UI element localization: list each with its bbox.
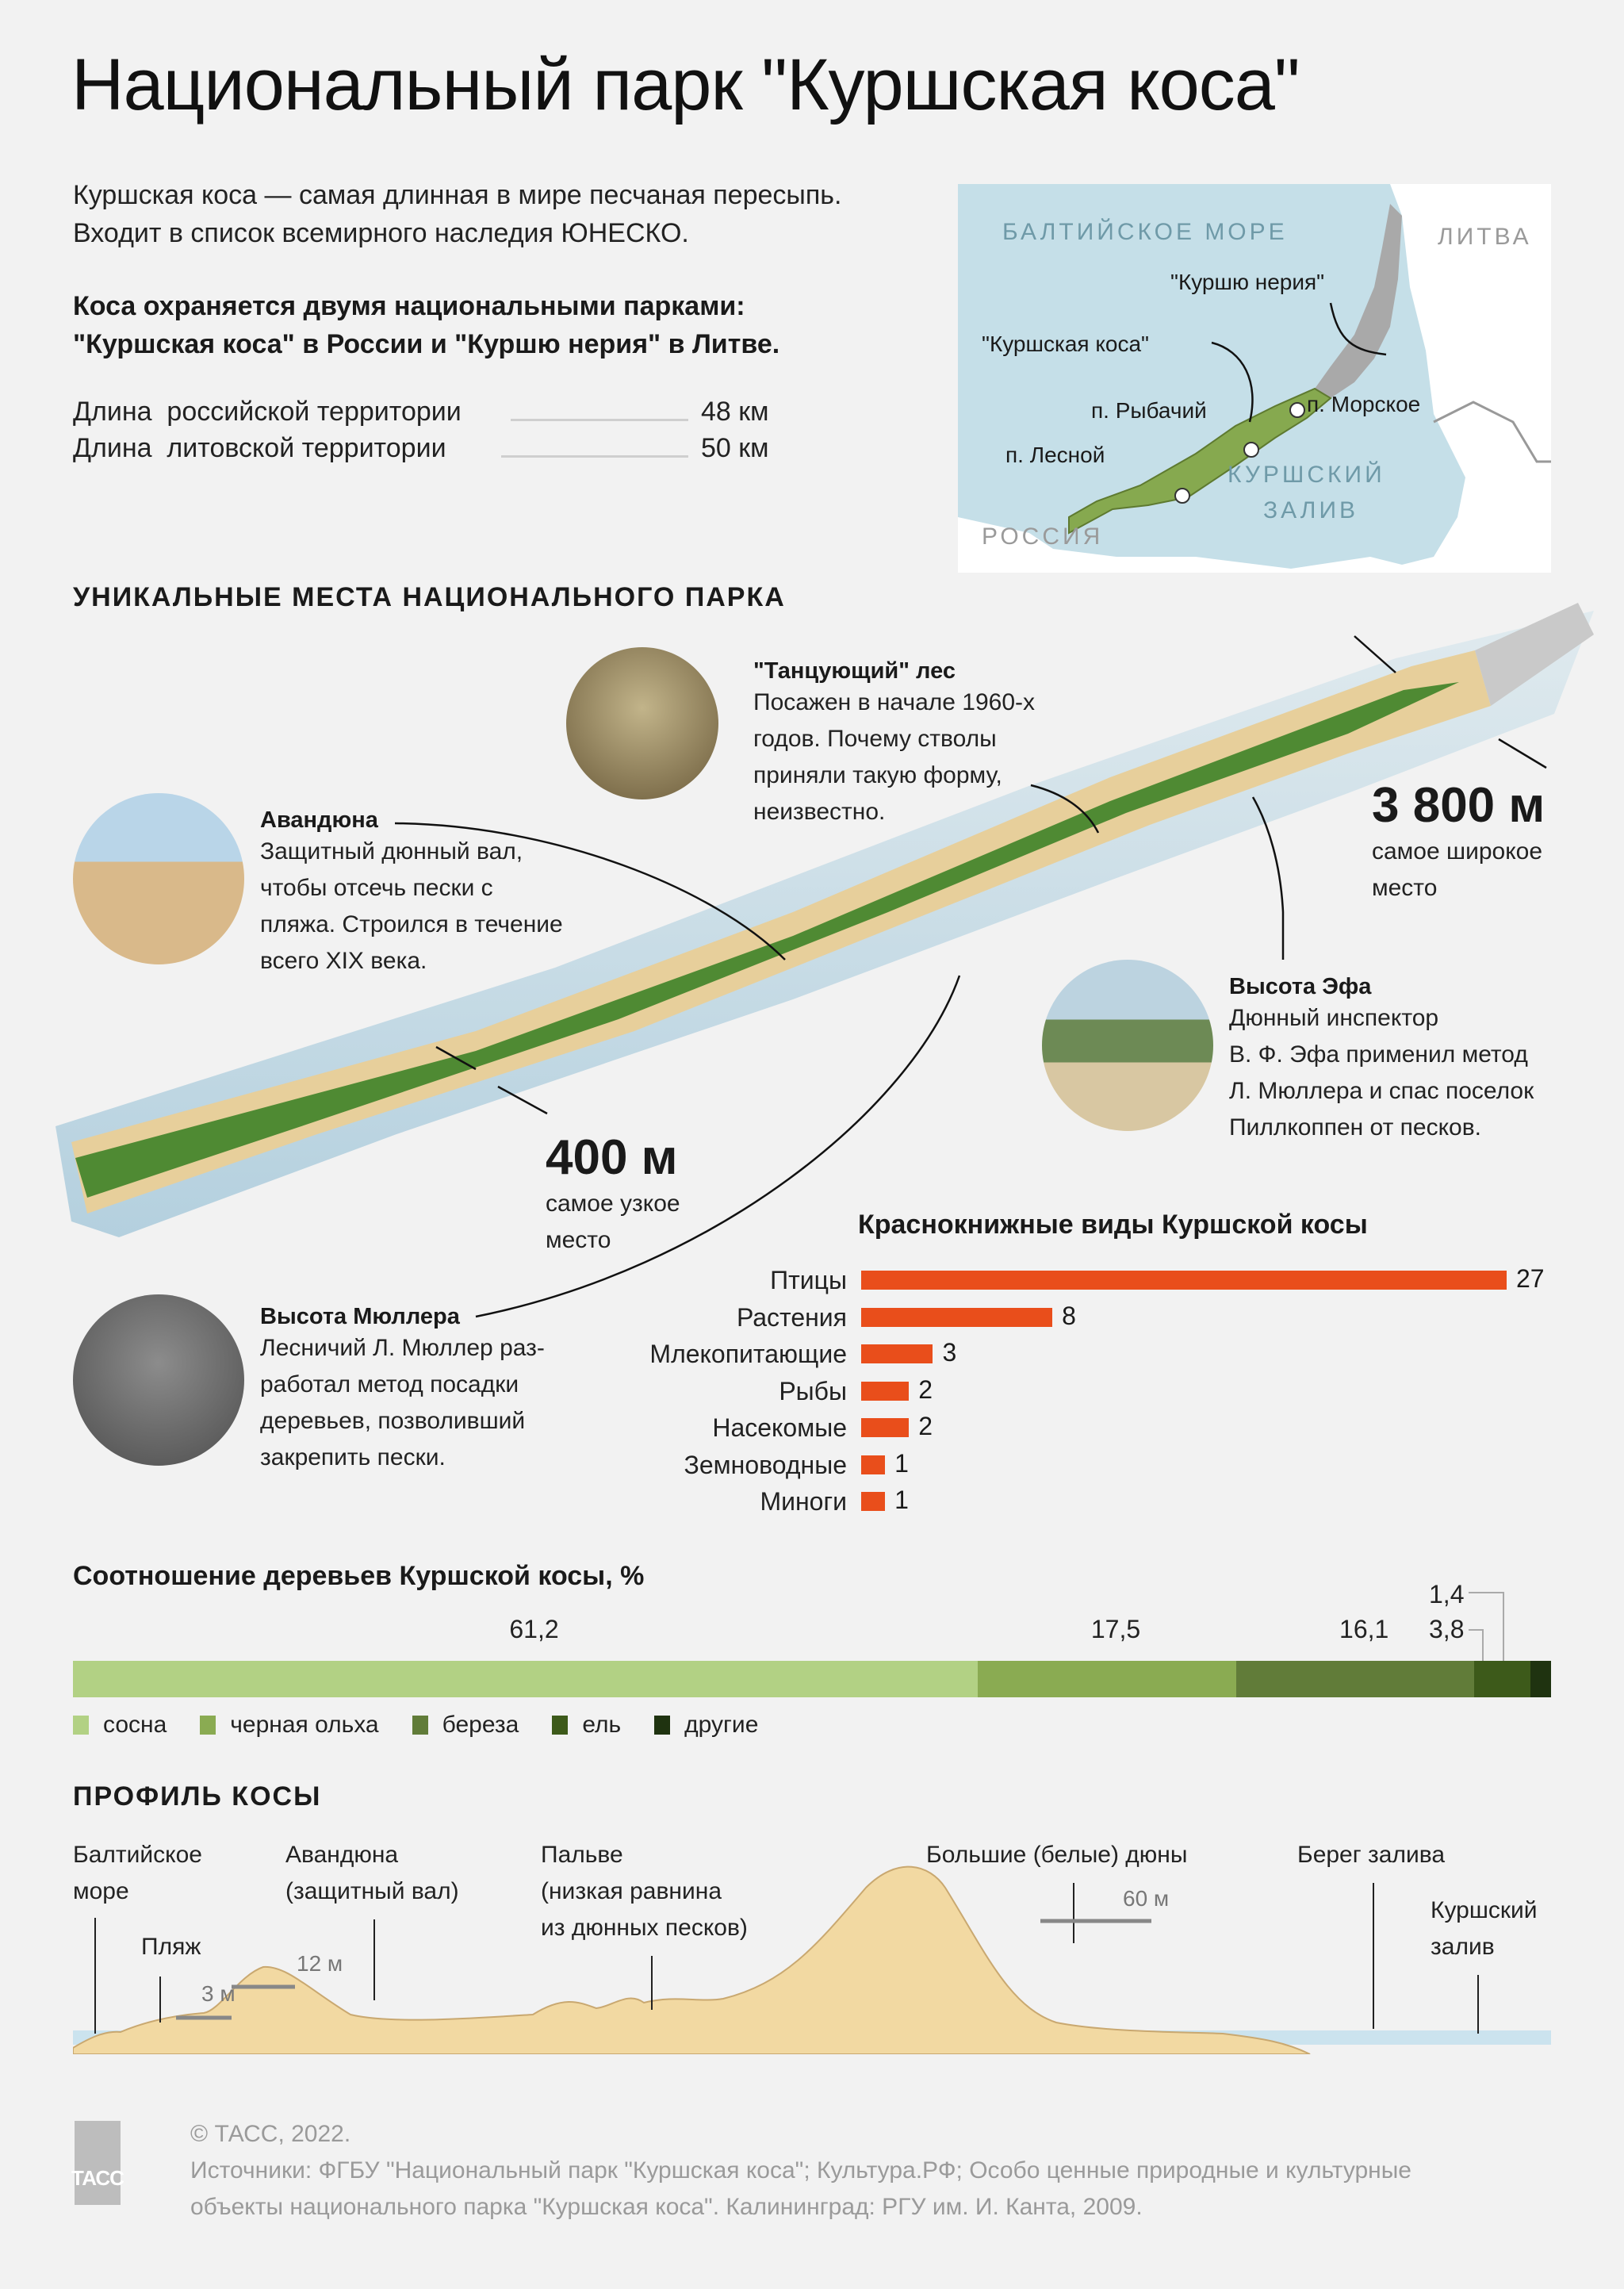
- trees-chart-title: Соотношение деревьев Куршской косы, %: [73, 1561, 645, 1591]
- intro-bold-line: Коса охраняется двумя национальными парками:: [73, 291, 745, 321]
- label-line: из дюнных песков): [541, 1915, 748, 1941]
- redbook-value-label: 1: [894, 1448, 909, 1478]
- annotation-line: Лесничий Л. Мюллер раз-: [260, 1335, 545, 1361]
- map-label-village: п. Рыбачий: [1091, 398, 1207, 423]
- annotation-title: Авандюна: [260, 807, 378, 833]
- label-line: залив: [1431, 1934, 1495, 1960]
- annotation-title: "Танцующий" лес: [753, 658, 956, 684]
- leader-line: [1469, 1630, 1483, 1661]
- height-label-avandune: 12 м: [297, 1951, 343, 1976]
- trees-value-label: 1,4: [1429, 1580, 1465, 1608]
- annotation-title: Высота Эфа: [1229, 974, 1372, 999]
- map-label-sea: БАЛТИЙСКОЕ МОРЕ: [1002, 219, 1288, 245]
- label-line: (низкая равнина: [541, 1878, 722, 1904]
- height-label-dunes: 60 м: [1123, 1886, 1170, 1911]
- label-line: Авандюна: [285, 1842, 399, 1868]
- redbook-chart-title: Краснокнижные виды Куршской косы: [858, 1210, 1368, 1240]
- map-label-park-ru: "Куршская коса": [982, 332, 1149, 356]
- annotation-line: неизвестно.: [753, 799, 886, 825]
- trees-value-label: 61,2: [509, 1615, 559, 1643]
- widest-caption: самое широкое: [1372, 838, 1543, 865]
- profile-label-lagoon: [1431, 1892, 1538, 1965]
- label-line: Балтийское: [73, 1842, 202, 1868]
- redbook-category-label: Насекомые: [712, 1413, 847, 1442]
- annotation-line: годов. Почему стволы: [753, 726, 997, 752]
- label-line: (защитный вал): [285, 1878, 459, 1904]
- length-value: 48 км: [701, 397, 769, 427]
- annotation-line: деревьев, позволивший: [260, 1408, 526, 1434]
- map-label-lithuania: ЛИТВА: [1438, 224, 1532, 250]
- profile-label-beach: Пляж: [141, 1934, 201, 1960]
- annotation-title: Высота Мюллера: [260, 1304, 460, 1329]
- label-line: Пальве: [541, 1842, 623, 1868]
- redbook-category-label: Земноводные: [684, 1450, 847, 1479]
- map-label-lagoon: ЗАЛИВ: [1263, 497, 1359, 523]
- widest-caption: место: [1372, 875, 1438, 901]
- annotation-line: всего XIX века.: [260, 948, 427, 974]
- profile-label-palve: [541, 1837, 748, 1946]
- legend-label: ель: [582, 1712, 622, 1738]
- annotation-line: пляжа. Строился в течение: [260, 911, 563, 937]
- trees-value-label: 3,8: [1429, 1615, 1465, 1643]
- profile-label-avandune: [285, 1837, 459, 1910]
- profile-label-dunes: Большие (белые) дюны: [926, 1842, 1188, 1868]
- tass-logo: ТАСС: [75, 2121, 121, 2205]
- legend-label: береза: [442, 1712, 519, 1738]
- footer-credits: [190, 2116, 1411, 2226]
- annotation-line: Дюнный инспектор: [1229, 1005, 1439, 1031]
- trees-value-label: 16,1: [1339, 1615, 1389, 1643]
- narrowest-caption: самое узкое: [546, 1191, 680, 1217]
- widest-value: 3 800 м: [1372, 778, 1545, 833]
- annotation-line: чтобы отсечь пески с: [260, 875, 493, 901]
- length-value: 50 км: [701, 433, 769, 463]
- narrowest-caption: место: [546, 1227, 611, 1253]
- label-line: Куршский: [1431, 1897, 1538, 1923]
- leader-line: [1469, 1593, 1503, 1661]
- redbook-value-label: 27: [1516, 1264, 1545, 1293]
- redbook-value-label: 3: [942, 1338, 957, 1367]
- legend-label: сосна: [103, 1712, 167, 1738]
- redbook-category-label: Растения: [736, 1302, 847, 1332]
- annotation-line: работал метод посадки: [260, 1371, 519, 1398]
- redbook-category-label: Рыбы: [779, 1376, 847, 1405]
- intro-line: Входит в список всемирного наследия ЮНЕСКО.: [73, 218, 689, 248]
- length-label: Длина российской территории: [73, 397, 462, 427]
- page-title: Национальный парк "Куршская коса": [71, 44, 1300, 125]
- redbook-category-label: Миноги: [760, 1487, 847, 1516]
- redbook-value-label: 8: [1062, 1301, 1076, 1330]
- annotation-line: Пиллкоппен от песков.: [1229, 1114, 1482, 1141]
- height-label-beach: 3 м: [201, 1981, 236, 2006]
- map-label-lagoon: КУРШСКИЙ: [1228, 462, 1385, 488]
- annotation-line: приняли такую форму,: [753, 762, 1002, 788]
- profile-label-baltic: [73, 1837, 202, 1910]
- redbook-category-label: Млекопитающие: [649, 1340, 847, 1368]
- redbook-value-label: 2: [918, 1412, 933, 1440]
- sources-line: объекты национального парка "Куршская коса". Калининград: РГУ им. И. Канта, 2009.: [190, 2194, 1143, 2220]
- annotation-line: В. Ф. Эфа применил метод: [1229, 1041, 1528, 1068]
- annotation-line: Защитный дюнный вал,: [260, 838, 523, 865]
- narrowest-value: 400 м: [546, 1130, 678, 1185]
- redbook-value-label: 1: [894, 1486, 909, 1514]
- annotation-line: Л. Мюллера и спас поселок: [1229, 1078, 1534, 1104]
- redbook-category-label: Птицы: [770, 1266, 847, 1294]
- trees-value-label: 17,5: [1090, 1615, 1141, 1643]
- intro-line: Куршская коса — самая длинная в мире песчаная пересыпь.: [73, 180, 842, 210]
- map-label-village: п. Лесной: [1005, 443, 1105, 467]
- map-label-village: п. Морское: [1307, 392, 1421, 416]
- section-heading-profile: ПРОФИЛЬ КОСЫ: [73, 1781, 322, 1812]
- annotation-line: Посажен в начале 1960-х: [753, 689, 1036, 715]
- map-label-russia: РОССИЯ: [982, 523, 1104, 550]
- legend-label: черная ольха: [230, 1712, 379, 1738]
- copyright: © ТАСС, 2022.: [190, 2121, 351, 2147]
- map-label-park-lt: "Куршю нерия": [1170, 270, 1325, 294]
- profile-label-shore: Берег залива: [1297, 1842, 1446, 1868]
- length-label: Длина литовской территории: [73, 433, 446, 463]
- label-line: море: [73, 1878, 129, 1904]
- annotation-line: закрепить пески.: [260, 1444, 446, 1470]
- sources-line: Источники: ФГБУ "Национальный парк "Куршская коса"; Культура.РФ; Особо ценные природные и культурные: [190, 2157, 1411, 2184]
- intro-bold-line: "Куршская коса" в России и "Куршю нерия" в Литве.: [73, 329, 780, 359]
- legend-label: другие: [684, 1712, 759, 1738]
- section-heading-places: УНИКАЛЬНЫЕ МЕСТА НАЦИОНАЛЬНОГО ПАРКА: [73, 582, 786, 612]
- redbook-value-label: 2: [918, 1375, 933, 1404]
